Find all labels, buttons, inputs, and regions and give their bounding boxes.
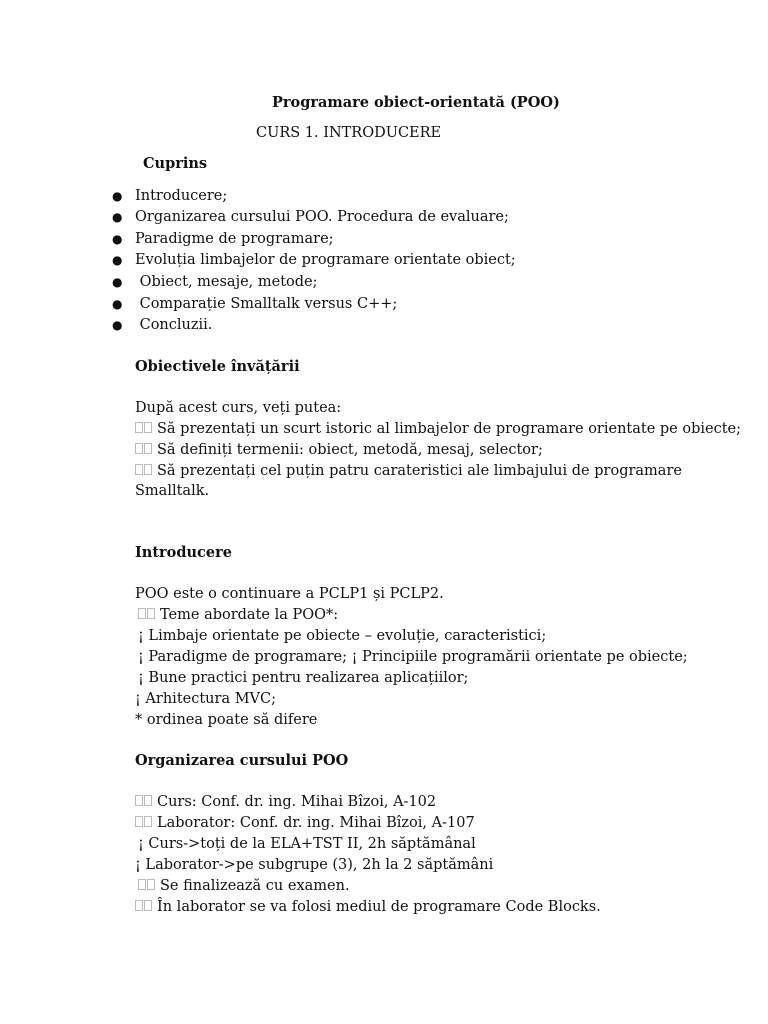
organization-line: ¡ Laborator->pe subgrupe (3), 2h la 2 săptămâni xyxy=(135,857,494,873)
toc-item: Concluzii. xyxy=(135,317,213,333)
missing-glyph-icon xyxy=(135,792,153,812)
bullet-icon: ● xyxy=(112,189,123,203)
bullet-icon: ● xyxy=(112,275,123,289)
missing-glyph-icon xyxy=(135,419,153,439)
toc-item: Comparație Smalltalk versus C++; xyxy=(135,296,398,312)
missing-glyph-icon xyxy=(135,897,153,917)
intro-topic-line: ¡ Limbaje orientate pe obiecte – evoluție, caracteristici; xyxy=(138,628,547,644)
organization-heading: Organizarea cursului POO xyxy=(135,752,349,769)
intro-heading: Introducere xyxy=(135,544,232,561)
organization-line: Curs: Conf. dr. ing. Mihai Bîzoi, A-102 xyxy=(135,792,436,812)
objectives-heading: Obiectivele învățării xyxy=(135,358,300,375)
bullet-icon: ● xyxy=(112,318,123,332)
intro-paragraph: POO este o continuare a PCLP1 și PCLP2. xyxy=(135,586,444,602)
bullet-icon: ● xyxy=(112,210,123,224)
intro-topic-line: ¡ Bune practici pentru realizarea aplicațiilor; xyxy=(138,670,469,686)
bullet-icon: ● xyxy=(112,232,123,246)
toc-item: Introducere; xyxy=(135,188,228,204)
missing-glyph-icon xyxy=(135,461,153,481)
organization-line: ¡ Curs->toți de la ELA+TST II, 2h săptămânal xyxy=(138,836,476,852)
intro-topic-line: ¡ Arhitectura MVC; xyxy=(135,691,276,707)
course-title: CURS 1. INTRODUCERE xyxy=(256,125,442,141)
organization-line: Se finalizează cu examen. xyxy=(138,876,350,896)
toc-item: Obiect, mesaje, metode; xyxy=(135,274,318,290)
missing-glyph-icon xyxy=(135,813,153,833)
intro-note: * ordinea poate să difere xyxy=(135,712,318,728)
missing-glyph-icon xyxy=(138,876,156,896)
intro-topics: Teme abordate la POO*: xyxy=(138,605,338,625)
objective-continuation: Smalltalk. xyxy=(135,483,210,499)
objective-item: Să definiți termenii: obiect, metodă, mesaj, selector; xyxy=(135,440,543,460)
toc-item: Evoluția limbajelor de programare orientate obiect; xyxy=(135,252,516,268)
toc-item: Paradigme de programare; xyxy=(135,231,334,247)
document-title: Programare obiect-orientată (POO) xyxy=(272,94,560,111)
objectives-intro: După acest curs, veți putea: xyxy=(135,400,342,416)
intro-topic-line: ¡ Paradigme de programare; ¡ Principiile programării orientate pe obiecte; xyxy=(138,649,688,665)
bullet-icon: ● xyxy=(112,297,123,311)
objective-item: Să prezentați un scurt istoric al limbajelor de programare orientate pe obiecte; xyxy=(135,419,741,439)
missing-glyph-icon xyxy=(138,605,156,625)
bullet-icon: ● xyxy=(112,253,123,267)
objective-item: Să prezentați cel puțin patru carateristici ale limbajului de programare xyxy=(135,461,682,481)
organization-line: În laborator se va folosi mediul de programare Code Blocks. xyxy=(135,897,601,917)
toc-heading: Cuprins xyxy=(143,155,208,172)
missing-glyph-icon xyxy=(135,440,153,460)
toc-item: Organizarea cursului POO. Procedura de evaluare; xyxy=(135,209,509,225)
organization-line: Laborator: Conf. dr. ing. Mihai Bîzoi, A-107 xyxy=(135,813,475,833)
